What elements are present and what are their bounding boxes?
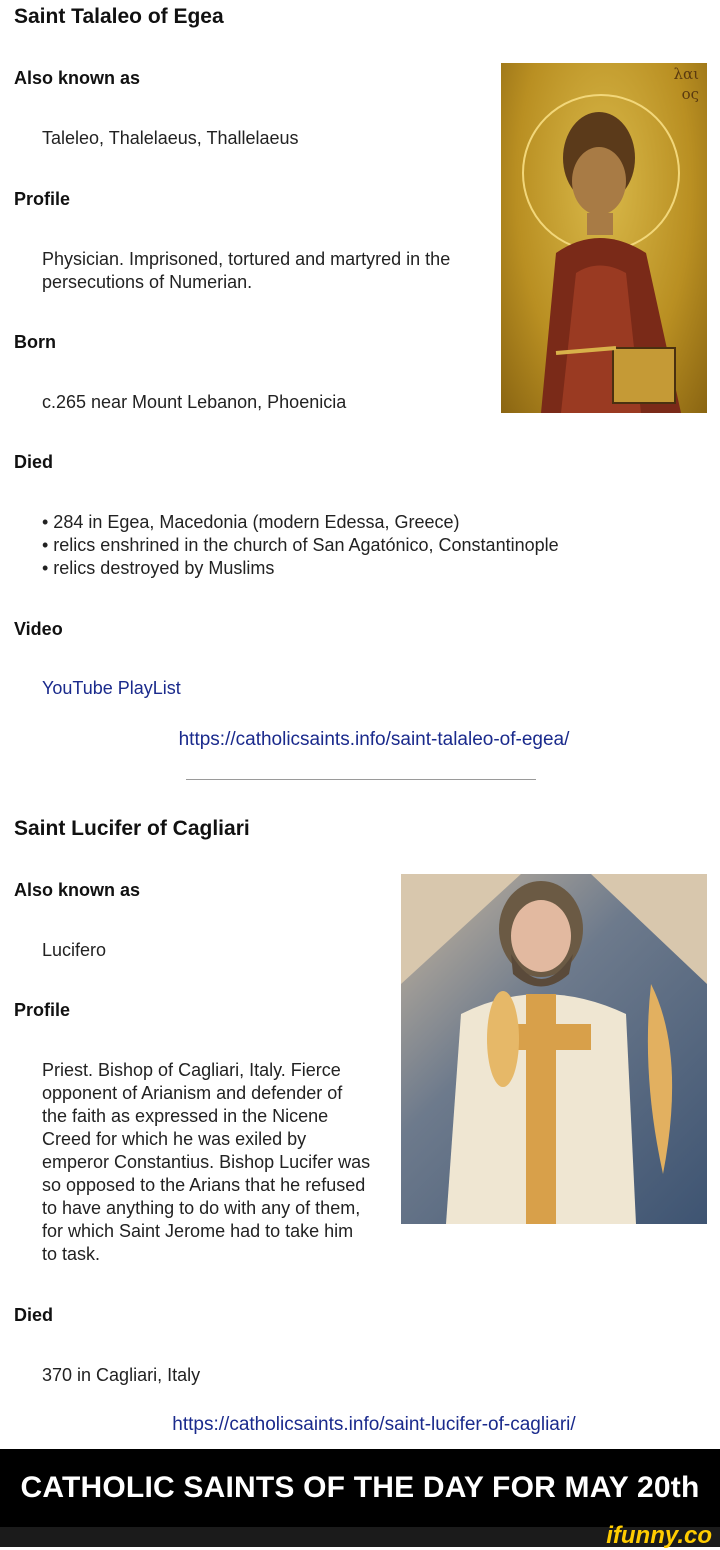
saint2-profile-line: to have anything to do with any of them, (42, 1198, 361, 1218)
saint1-born-value: c.265 near Mount Lebanon, Phoenicia (42, 392, 347, 412)
saint2-profile-line: opponent of Arianism and defender of (42, 1083, 343, 1103)
list-item: • 284 in Egea, Macedonia (modern Edessa, Greece) (42, 512, 460, 532)
list-item: • relics enshrined in the church of San Agatónico, Constantinople (42, 535, 559, 555)
saint1-profile-line-2: persecutions of Numerian. (42, 272, 253, 292)
saint1-born-label: Born (14, 332, 56, 352)
saint1-profile-label: Profile (14, 189, 71, 209)
saint1-aka-value: Taleleo, Thalelaeus, Thallelaeus (42, 128, 299, 148)
saint2-profile-line: Priest. Bishop of Cagliari, Italy. Fierce (42, 1060, 341, 1080)
saint-lucifer-statue-icon (401, 874, 707, 1224)
icon-inscription-bottom: ος (681, 85, 699, 103)
saint2-profile-line: Creed for which he was exiled by (42, 1129, 307, 1149)
youtube-playlist-link[interactable]: YouTube PlayList (42, 678, 181, 698)
saint2-profile-line: emperor Constantius. Bishop Lucifer was (42, 1152, 371, 1172)
saint2-profile-label: Profile (14, 1000, 71, 1020)
saint1-title: Saint Talaleo of Egea (14, 5, 224, 28)
saint1-aka-label: Also known as (14, 68, 141, 88)
saint2-aka-value: Lucifero (42, 940, 107, 960)
saint-lucifer-statue-image (401, 874, 707, 1224)
saint1-died-label: Died (14, 452, 54, 472)
ifunny-watermark: ifunny.co (606, 1522, 712, 1549)
saint2-title: Saint Lucifer of Cagliari (14, 817, 250, 840)
saint2-aka-label: Also known as (14, 880, 141, 900)
saint2-died-label: Died (14, 1305, 54, 1325)
banner-title: CATHOLIC SAINTS OF THE DAY FOR MAY 20th (20, 1471, 700, 1504)
saint2-profile-line: for which Saint Jerome had to take him (42, 1221, 354, 1241)
saint1-url-link[interactable]: https://catholicsaints.info/saint-talaleo-of-egea/ (178, 729, 570, 750)
icon-inscription-top: λαι (673, 65, 699, 83)
saint2-died-value: 370 in Cagliari, Italy (42, 1365, 201, 1385)
saint1-profile-text (42, 248, 492, 294)
caption-banner (0, 1449, 720, 1527)
saint-talaleo-figure-icon (501, 63, 707, 413)
saint1-video-label: Video (14, 619, 63, 639)
saint1-profile-line-1: Physician. Imprisoned, tortured and martyred in the (42, 249, 451, 269)
saint2-profile-line: the faith as expressed in the Nicene (42, 1106, 329, 1126)
saint2-profile-text (42, 1059, 400, 1266)
saint2-profile-line: to task. (42, 1244, 101, 1264)
list-item: • relics destroyed by Muslims (42, 558, 275, 578)
section-divider (186, 779, 536, 780)
saint-talaleo-icon-image (501, 63, 707, 413)
saint1-died-list (42, 511, 559, 580)
saint2-profile-line: so opposed to the Arians that he refused (42, 1175, 366, 1195)
saint2-url-link[interactable]: https://catholicsaints.info/saint-lucifer-of-cagliari/ (172, 1414, 576, 1435)
